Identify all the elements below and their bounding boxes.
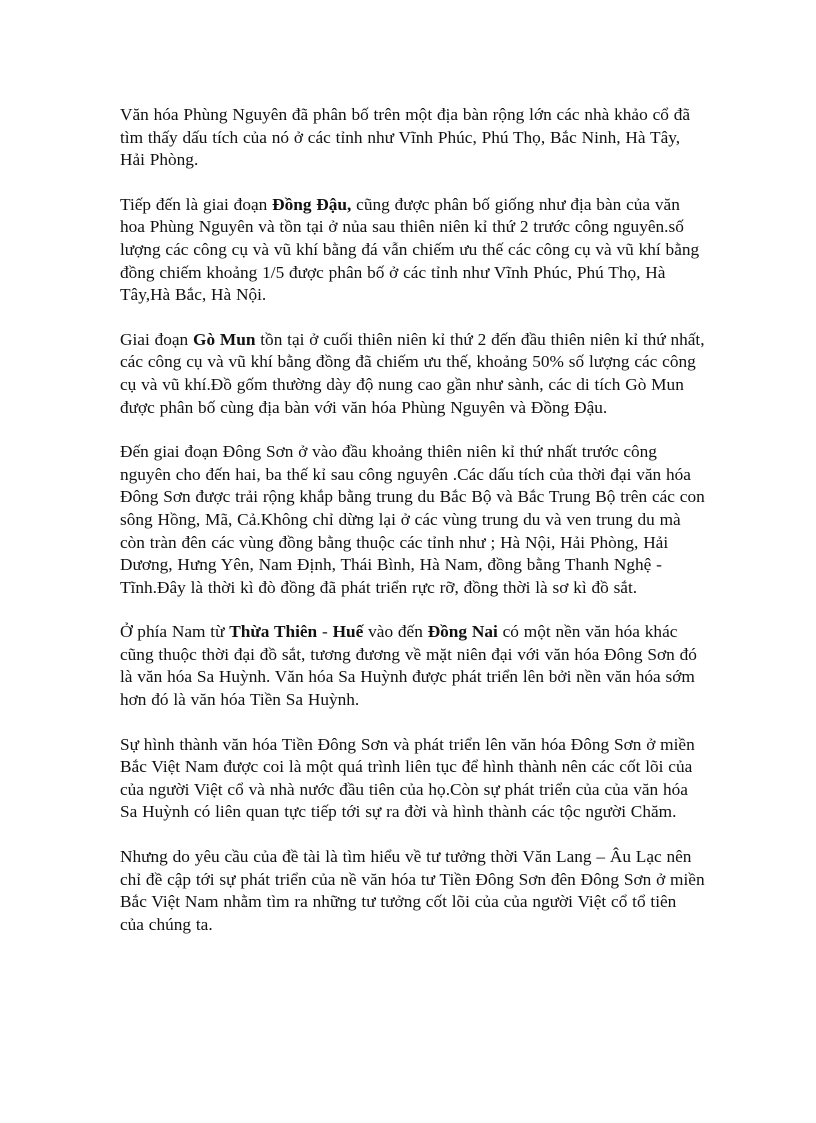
bold-term-dong-dau: Đồng Đậu, [272, 194, 352, 214]
paragraph-text: vào đến [363, 622, 428, 642]
paragraph-7 [120, 846, 705, 936]
bold-term-thua-thien: Thừa Thiên [229, 622, 318, 642]
paragraph-text: Giai đoạn [120, 329, 193, 349]
paragraph-text: Nhưng do yêu cầu của đề tài là tìm hiểu về tư tưởng thời Văn Lang – Âu Lạc nên chỉ đề cập tới sự phát triển của nề văn hóa tư Tiền Đông Sơn đên Đông Sơn ở miền Bắc Việt Nam nhằm tìm ra những tư tưởng cốt lõi của của người Việt cổ tổ tiên của chúng ta. [120, 847, 705, 934]
paragraph-3 [120, 329, 705, 419]
paragraph-text: - [317, 622, 333, 642]
document-page [120, 104, 705, 958]
paragraph-text: Tiếp đến là giai đoạn [120, 194, 273, 214]
bold-term-hue: Huế [332, 622, 364, 642]
paragraph-6 [120, 734, 705, 824]
paragraph-text: Đến giai đoạn Đông Sơn ở vào đầu khoảng thiên niên kỉ thứ nhất trước công nguyên cho đến hai, ba thế kỉ sau công nguyên .Các dấu tích của thời đại văn hóa Đông Sơn được trải rộng khắp bằng trung du Bắc Bộ và Bắc Trung Bộ trên các con sông Hồng, Mã, Cả.Không chỉ dừng lại ở các vùng trung du và ven trung du mà còn tràn đên các vùng đồng bằng thuộc các tỉnh như ; Hà Nội, Hải Phòng, Hải Dương, Hưng Yên, Nam Định, Thái Bình, Hà Nam, đồng bằng Thanh Nghệ - Tĩnh.Đây là thời kì đò đồng đã phát triển rực rỡ, đồng thời là sơ kì đồ sắt. [120, 442, 705, 597]
paragraph-1 [120, 104, 705, 172]
bold-term-dong-nai: Đồng Nai [427, 622, 498, 642]
paragraph-text: Sự hình thành văn hóa Tiền Đông Sơn và phát triển lên văn hóa Đông Sơn ở miền Bắc Việt Nam được coi là một quá trình liên tục để hình thành nên các cốt lõi của của người Việt cổ và nhà nước đầu tiên của họ.Còn sự phát triển của của văn hóa Sa Huỳnh có liên quan tực tiếp tới sự ra đời và hình thành các tộc người Chăm. [120, 734, 695, 822]
paragraph-text: có một nền văn hóa khác cũng thuộc thời đại đồ sắt, tương đương về mặt niên đại với văn hóa Đông Sơn đó là văn hóa Sa Huỳnh. Văn hóa Sa Huỳnh được phát triển lên bởi nền văn hóa sớm hơn đó là văn hóa Tiền Sa Huỳnh. [120, 622, 697, 710]
paragraph-5 [120, 621, 705, 711]
paragraph-text: cũng được phân bố giống như địa bàn của văn hoa Phùng Nguyên và tồn tại ở nủa sau thiên niên kỉ thứ 2 trước công nguyên.số lượng các công cụ và vũ khí bằng đá vẫn chiếm ưu thế các công cụ và vũ khí bằng đồng chiếm khoảng 1/5 được phân bố ở các tỉnh như Vĩnh Phúc, Phú Thọ, Hà Tây,Hà Bắc, Hà Nội. [120, 194, 700, 305]
paragraph-text: Ở phía Nam từ [120, 622, 230, 642]
paragraph-text: Văn hóa Phùng Nguyên đã phân bố trên một địa bàn rộng lớn các nhà khảo cổ đã tìm thấy dấu tích của nó ở các tỉnh như Vĩnh Phúc, Phú Thọ, Bắc Ninh, Hà Tây, Hải Phòng. [120, 105, 691, 170]
bold-term-go-mun: Gò Mun [193, 329, 256, 349]
paragraph-2 [120, 194, 705, 307]
paragraph-text: tồn tại ở cuối thiên niên kỉ thứ 2 đến đầu thiên niên kỉ thứ nhất, các công cụ và vũ khí bằng đồng đã chiếm ưu thế, khoảng 50% số lượng các công cụ và vũ khí.Đồ gốm thường dày độ nung cao gần như sành, các di tích Gò Mun được phân bố cùng địa bàn với văn hóa Phùng Nguyên và Đồng Đậu. [120, 329, 705, 417]
paragraph-4 [120, 441, 705, 599]
